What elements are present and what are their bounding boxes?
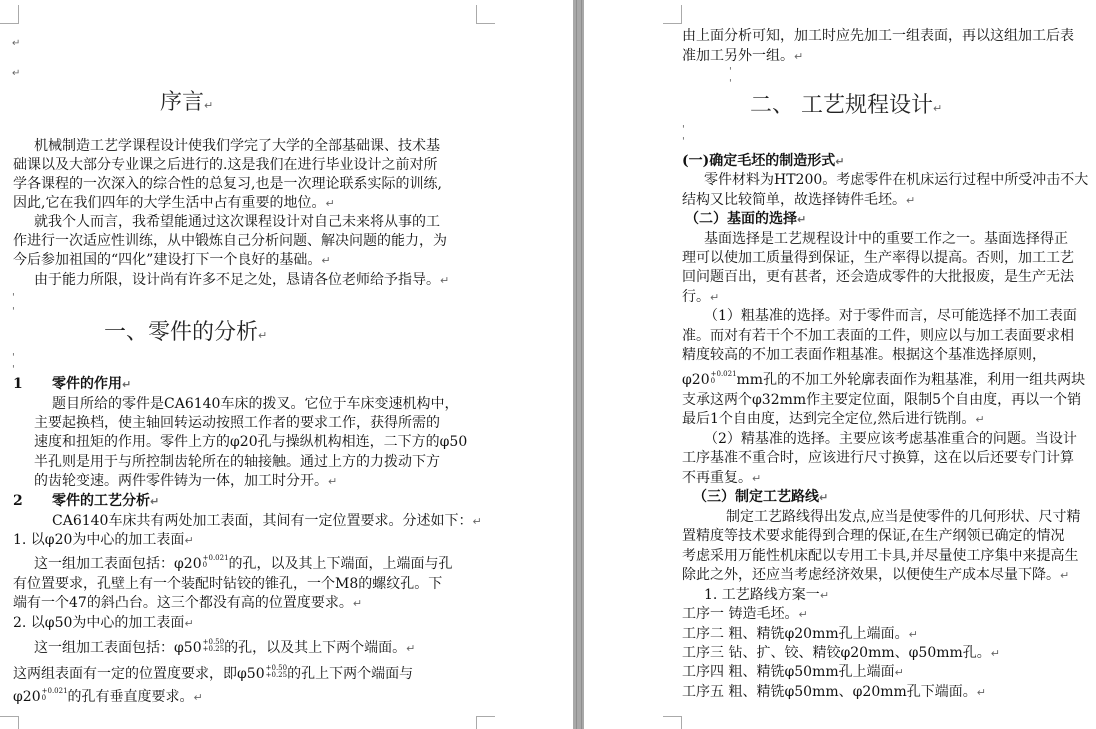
anchor-mark: ' [682,136,685,147]
list-item[interactable]: 1. 工艺路线方案一↵ [704,587,830,603]
text-line[interactable]: 础课以及大部分专业课之后进行的.这是我们在进行毕业设计之前对所 [13,157,438,173]
section-title[interactable]: （三）制定工艺路线↵ [693,489,829,505]
anchor-mark: ' [12,364,15,375]
text-line[interactable]: 工序基准不重合时，应该进行尺寸换算，这在以后还要专门计算 [682,450,1074,466]
text-line[interactable]: 速度和扭矩的作用。零件上方的φ20孔与操纵机构相连，二下方的φ50 [34,434,468,450]
paragraph-mark: ↵ [12,68,21,79]
text-line[interactable]: 主要起换档，使主轴回转运动按照工作者的要求工作，获得所需的 [34,415,440,431]
text-line[interactable]: 由于能力所限，设计尚有许多不足之处，恳请各位老师给予指导。↵ [34,272,450,288]
text-line[interactable]: 的齿轮变速。两件零件铸为一体，加工时分开。↵ [34,473,338,489]
page-gutter [573,0,584,729]
process-step[interactable]: 工序五 粗、精铣φ50mm、φ20mm孔下端面。↵ [682,684,987,700]
process-step[interactable]: 工序四 粗、精铣φ50mm孔上端面↵ [682,664,904,680]
crop-mark [476,716,495,729]
anchor-mark: ' [12,352,15,363]
text-line[interactable]: 学各课程的一次深入的综合性的总复习,也是一次理论联系实际的训练, [13,176,442,192]
section-title[interactable]: 零件的作用↵ [52,376,132,392]
text-line[interactable]: 这一组加工表面包括：φ50 +0.50 +0.25 的孔，以及其上下两个端面。↵ [34,638,416,656]
text-line[interactable]: 题目所给的零件是CA6140车床的拨叉。它位于车床变速机构中， [52,396,459,412]
text-line[interactable]: （1）粗基准的选择。对于零件而言，尽可能选择不加工表面 [704,308,1077,324]
anchor-mark: ' [729,66,732,77]
anchor-mark: ' [12,306,15,317]
process-step[interactable]: 工序一 铸造毛坯。↵ [682,606,808,622]
text-line[interactable]: 端有一个47的斜凸台。这三个都没有高的位置度要求。↵ [13,595,363,611]
text-line[interactable]: φ20 +0.021 0 的孔有垂直度要求。↵ [13,687,203,705]
crop-mark [0,716,19,729]
text-line[interactable]: 准。而对有若干个不加工表面的工件，则应以与加工表面要求相 [682,328,1074,344]
crop-mark [0,5,19,24]
text-line[interactable]: 准加工另外一组。↵ [682,48,804,64]
text-line[interactable]: 由上面分析可知，加工时应先加工一组表面，再以这组加工后表 [682,28,1074,44]
crop-mark [476,5,495,24]
text-line[interactable]: 支承这两个φ32mm作主要定位面，限制5个自由度，再以一个销 [682,392,1082,408]
anchor-mark: ' [12,292,15,303]
section-title[interactable]: 零件的工艺分析↵ [52,493,160,509]
text-line[interactable]: 置精度等技术要求能得到合理的保证,在生产纲领已确定的情况 [682,528,1065,544]
text-line[interactable]: 半孔则是用于与所控制齿轮所在的轴接触。通过上方的力拨动下方 [34,454,440,470]
text-line[interactable]: 今后参加祖国的“四化”建设打下一个良好的基础。↵ [13,252,331,268]
anchor-mark: ' [682,124,685,135]
process-step[interactable]: 工序三 钻、扩、铰、精铰φ20mm、φ50mm孔。↵ [682,645,1001,661]
tolerance: +0.021 0 [41,687,68,702]
chapter-2-title[interactable]: 二、 工艺规程设计↵ [750,93,943,118]
section-number: 2 [13,493,23,509]
tolerance: +0.50 +0.25 [265,664,288,679]
text-line[interactable]: 机械制造工艺学课程设计使我们学完了大学的全部基础课、技术基 [34,138,440,154]
document-page-right [584,0,1096,729]
text-line[interactable]: 理可以使加工质量得到保证，生产率得以提高。否则，加工工艺 [682,250,1074,266]
section-title[interactable]: (一)确定毛坯的制造形式↵ [682,153,845,169]
text-line[interactable]: φ20 +0.021 0 mm孔的不加工外轮廓表面作为粗基准，利用一组共两块 [682,370,1086,388]
chapter-1-title[interactable]: 一、零件的分析↵ [104,320,268,345]
text-line[interactable]: 除此之外，还应当考虑经济效果，以便使生产成本尽量下降。↵ [682,567,1070,583]
text-line[interactable]: 作进行一次适应性训练，从中锻炼自己分析问题、解决问题的能力，为 [13,233,447,249]
text-line[interactable]: 制定工艺路线得出发点,应当是使零件的几何形状、尺寸精 [726,509,1081,525]
text-line[interactable]: 这两组表面有一定的位置度要求，即φ50 +0.50 +0.25 的孔上下两个端面与 [13,664,414,682]
text-line[interactable]: 基面选择是工艺规程设计中的重要工作之一。基面选择得正 [704,231,1068,247]
crop-mark [663,716,682,729]
text-line[interactable]: 考虑采用万能性机床配以专用工卡具,并尽量使工序集中来提高生 [682,548,1079,564]
tolerance: +0.021 0 [710,370,737,385]
text-line[interactable]: 结构又比较简单，故选择铸件毛坯。↵ [682,192,916,208]
text-line[interactable]: （2）精基准的选择。主要应该考虑基准重合的问题。当设计 [704,431,1077,447]
list-item[interactable]: 2. 以φ50为中心的加工表面↵ [13,615,194,631]
text-line[interactable]: 最后1个自由度，达到完全定位,然后进行铣削。↵ [682,411,985,427]
text-line[interactable]: 不再重复。↵ [682,470,762,486]
anchor-mark: ' [729,78,732,89]
text-line[interactable]: 精度较高的不加工表面作粗基准。根据这个基准选择原则， [682,347,1046,363]
section-title[interactable]: （二）基面的选择↵ [685,211,807,227]
text-line[interactable]: CA6140车床共有两处加工表面，其间有一定位置要求。分述如下：↵ [52,513,482,529]
text-line[interactable]: 这一组加工表面包括：φ20 +0.021 0 的孔，以及其上下端面，上端面与孔 [34,554,453,572]
text-line[interactable]: 就我个人而言，我希望能通过这次课程设计对自己未来将从事的工 [34,214,440,230]
text-line[interactable]: 因此,它在我们四年的大学生活中占有重要的地位。↵ [13,195,335,211]
text-line[interactable]: 回问题百出，更有甚者，还会造成零件的大批报废，是生产无法 [682,269,1074,285]
paragraph-mark: ↵ [12,38,21,49]
preface-title[interactable]: 序言↵ [160,90,214,115]
text-line[interactable]: 零件材料为HT200。考虑零件在机床运行过程中所受冲击不大 [704,172,1089,188]
section-number: 1 [13,376,23,392]
process-step[interactable]: 工序二 粗、精铣φ20mm孔上端面。↵ [682,626,918,642]
text-line[interactable]: 行。↵ [682,289,720,305]
tolerance: +0.50 +0.25 [202,638,225,653]
crop-mark [663,5,682,24]
list-item[interactable]: 1. 以φ20为中心的加工表面↵ [13,532,194,548]
text-line[interactable]: 有位置要求，孔壁上有一个装配时钻铰的锥孔，一个M8的螺纹孔。下 [13,576,443,592]
tolerance: +0.021 0 [202,554,229,569]
